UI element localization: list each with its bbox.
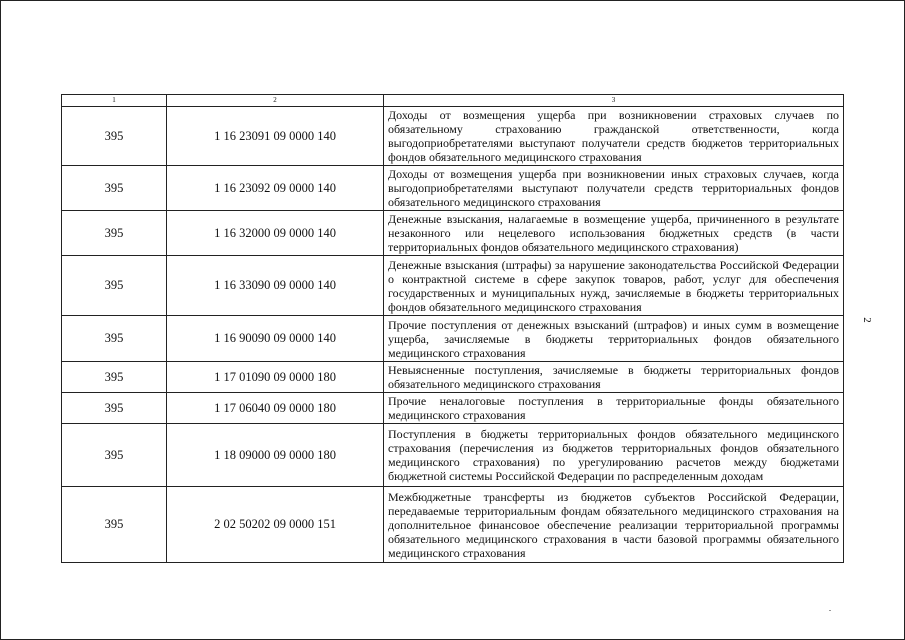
admin-code-cell: 395 [62,256,167,316]
admin-code-cell: 395 [62,362,167,393]
budget-code-cell: 2 02 50202 09 0000 151 [167,487,384,563]
revenue-name-cell: Поступления в бюджеты территориальных фондов обязательного медицинского страхования (перечисления из бюджетов территориальных фондов обязательного медицинского страхования) по урегулированию расчетов между бюджетами бюджетной системы Российской Федерации по распределенным доходам [384,424,844,487]
admin-code-cell: 395 [62,487,167,563]
table-row [62,316,844,362]
admin-code-cell: 395 [62,211,167,256]
revenue-name-cell: Прочие неналоговые поступления в территориальные фонды обязательного медицинского страхования [384,393,844,424]
table-row [62,487,844,563]
budget-code-cell: 1 16 23092 09 0000 140 [167,166,384,211]
budget-code-cell: 1 16 32000 09 0000 140 [167,211,384,256]
header-col-3: 3 [384,95,844,107]
page-number: 2 [860,317,873,323]
table-row [62,393,844,424]
admin-code-cell: 395 [62,166,167,211]
header-col-1: 1 [62,95,167,107]
table-header-row [62,95,844,107]
table-row [62,107,844,166]
budget-code-cell: 1 17 06040 09 0000 180 [167,393,384,424]
revenue-name-cell: Денежные взыскания (штрафы) за нарушение законодательства Российской Федерации о контрактной системе в сфере закупок товаров, работ, услуг для обеспечения государственных и муниципальных нужд, зачисляемые в бюджеты территориальных фондов обязательного медицинского страхования [384,256,844,316]
table-row [62,424,844,487]
revenue-name-cell: Доходы от возмещения ущерба при возникновении страховых случаев по обязательному страхованию гражданской ответственности, когда выгодоприобретателями выступают получатели средств бюджетов территориальных фондов обязательного медицинского страхования [384,107,844,166]
budget-code-cell: 1 16 90090 09 0000 140 [167,316,384,362]
revenue-name-cell: Доходы от возмещения ущерба при возникновении иных страховых случаев, когда выгодоприобретателями выступают получатели средств территориальных фондов обязательного медицинского страхования [384,166,844,211]
revenue-name-cell: Денежные взыскания, налагаемые в возмещение ущерба, причиненного в результате незаконного или нецелевого использования бюджетных средств (в части территориальных фондов обязательного медицинского страхования) [384,211,844,256]
budget-code-cell: 1 16 23091 09 0000 140 [167,107,384,166]
revenue-name-cell: Прочие поступления от денежных взысканий (штрафов) и иных сумм в возмещение ущерба, зачисляемые в бюджеты территориальных фондов обязательного медицинского страхования [384,316,844,362]
revenue-name-cell: Межбюджетные трансферты из бюджетов субъектов Российской Федерации, передаваемые территориальным фондам обязательного медицинского страхования на дополнительное финансовое обеспечение реализации территориальной программы обязательного медицинского страхования в части базовой программы обязательного медицинского страхования [384,487,844,563]
budget-code-cell: 1 18 09000 09 0000 180 [167,424,384,487]
admin-code-cell: 395 [62,424,167,487]
admin-code-cell: 395 [62,316,167,362]
admin-code-cell: 395 [62,107,167,166]
budget-code-cell: 1 16 33090 09 0000 140 [167,256,384,316]
revenue-codes-table [61,94,844,563]
table-row [62,362,844,393]
table-row [62,256,844,316]
table-row [62,166,844,211]
scan-artifact [829,610,831,611]
table-row [62,211,844,256]
admin-code-cell: 395 [62,393,167,424]
budget-code-cell: 1 17 01090 09 0000 180 [167,362,384,393]
revenue-name-cell: Невыясненные поступления, зачисляемые в бюджеты территориальных фондов обязательного медицинского страхования [384,362,844,393]
header-col-2: 2 [167,95,384,107]
